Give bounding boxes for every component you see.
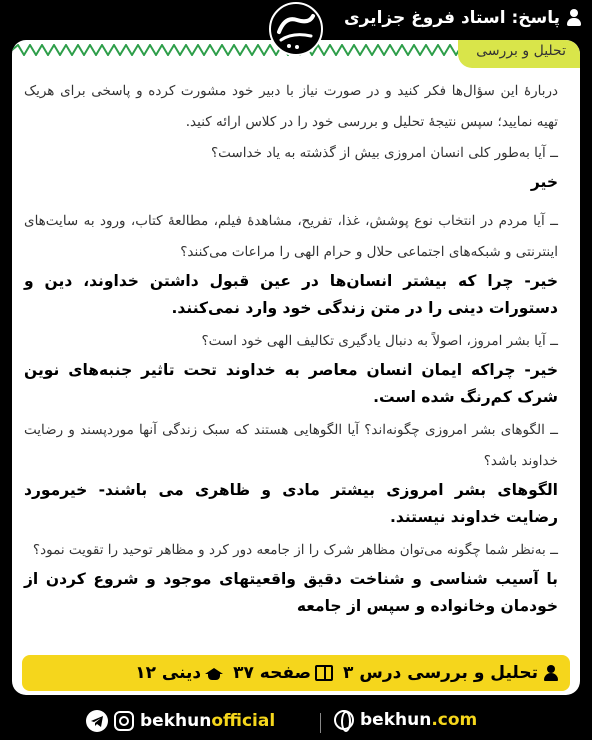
user-icon <box>566 9 582 27</box>
question-2: ــ آیا مردم در انتخاب نوع پوشش، غذا، تفریح، مشاهدهٔ فیلم، مطالعهٔ کتاب، ورود به سایت‌های اینترنتی و شبکه‌های اجتماعی حلال و حرام الهی را مراعات می‌کنند؟ <box>24 213 558 260</box>
lesson-page <box>233 663 333 683</box>
answer-5: با آسیب شناسی و شناخت دقیق واقعیتهای موجود و شروع کردن از خودمان وخانواده و سپس از جامعه <box>24 570 558 615</box>
footer-divider <box>320 713 321 733</box>
social-handle[interactable] <box>86 710 275 732</box>
answer-2: خیر- چرا که بیشتر انسان‌ها در عین قبول داشتن خداوند، دین و دستورات دینی را در متن زندگی خود وارد نمی‌کنند. <box>24 272 558 317</box>
lesson-topic-text: تحلیل و بررسی درس ۳ <box>343 663 538 683</box>
graduation-cap-icon <box>205 665 223 681</box>
answerer-text: پاسخ: استاد فروغ جزایری <box>344 8 560 28</box>
answer-4: الگوهای بشر امروزی بیشتر مادی و ظاهری می باشند- خیرمورد رضایت خداوند نیستند. <box>24 481 558 526</box>
website-text: bekhun.com <box>360 710 478 730</box>
lesson-topic <box>343 663 560 683</box>
social-handle-text: bekhunofficial <box>140 711 276 731</box>
globe-icon <box>334 710 354 730</box>
lesson-subject <box>135 663 223 683</box>
lesson-info-bar <box>22 655 570 691</box>
teacher-icon <box>542 665 560 681</box>
answer-3: خیر- چراکه ایمان انسان معاصر به خداوند تحت تاثیر جنبه‌های نوین شرک کم‌رنگ شده است. <box>24 361 558 406</box>
answerer-label <box>344 8 582 28</box>
lesson-page-text: صفحه ۳۷ <box>233 663 312 683</box>
question-1: ــ آیا به‌طور کلی انسان امروزی بیش از گذشته به یاد خداست؟ <box>211 145 558 161</box>
telegram-icon[interactable] <box>86 710 108 732</box>
section-title-tab: تحلیل و بررسی <box>458 40 580 68</box>
question-5: ــ به‌نظر شما چگونه می‌توان مظاهر شرک را از جامعه دور کرد و مظاهر توحید را تقویت نمود؟ <box>32 542 558 558</box>
qa-content <box>24 76 558 624</box>
instagram-icon[interactable] <box>114 711 134 731</box>
lesson-subject-text: دینی ۱۲ <box>135 663 202 683</box>
footer <box>0 704 592 740</box>
content-card <box>12 40 580 695</box>
question-4: ــ الگوهای بشر امروزی چگونه‌اند؟ آیا الگوهایی هستند که سبک زندگی آنها موردپسند و رضایت خداوند باشد؟ <box>24 422 558 469</box>
intro-paragraph: دربارهٔ این سؤال‌ها فکر کنید و در صورت نیاز با دبیر خود مشورت کرده و پاسخی برای هریک تهیه نمایید؛ سپس نتیجهٔ تحلیل و بررسی خود را در کلاس ارائه کنید. <box>24 83 558 130</box>
question-3: ــ آیا بشر امروز، اصولاً به دنبال یادگیری تکالیف الهی خود است؟ <box>201 333 558 349</box>
website-link[interactable] <box>334 710 477 730</box>
answer-1: خیر <box>530 173 558 191</box>
bekhun-logo <box>265 2 327 60</box>
book-icon <box>315 665 333 681</box>
